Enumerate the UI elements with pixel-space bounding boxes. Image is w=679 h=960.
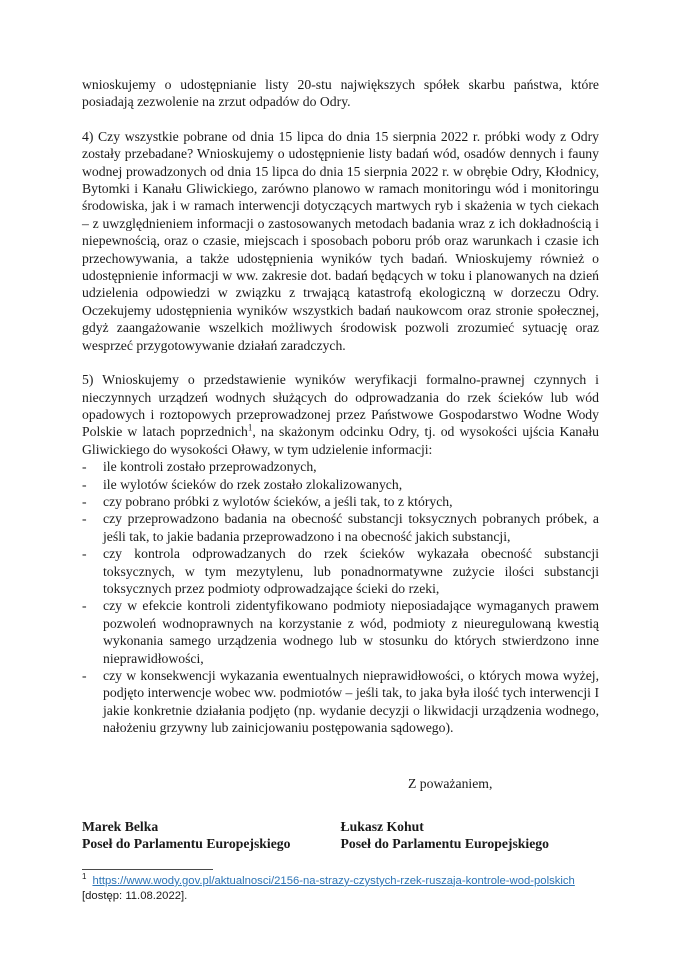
point-5-bullet-list: [82, 458, 599, 737]
letter-body: [82, 76, 599, 904]
closing-salutation: Z poważaniem,: [408, 775, 493, 791]
list-item-text: czy w efekcie kontroli zidentyfikowano podmioty nieposiadające wymaganych prawem pozwoleń wodnoprawnych na korzystanie z wód, podmioty z nieuregulowaną kwestią wykonania samego urządzenia wodnego lub w stosunku do których stwierdzono inne nieprawidłowości,: [103, 598, 599, 666]
point-5-paragraph: [82, 371, 599, 458]
point-5-text-pre: 5) Wnioskujemy o przedstawienie wyników weryfikacji formalno-prawnej czynnych i nieczynnych urządzeń wodnych służących do odprowadzania do rzek ścieków lub wód opadowych i roztopowych przeprowadzonej przez Państwowe Gospodarstwo Wodne Wody Polskie w latach poprzednich: [82, 372, 599, 440]
signer-title: Poseł do Parlamentu Europejskiego: [340, 836, 549, 852]
list-item: [82, 597, 599, 667]
signer-title: Poseł do Parlamentu Europejskiego: [82, 836, 291, 852]
footnote-area: [82, 869, 599, 904]
bullet-dash: -: [82, 459, 87, 475]
signature-block: [82, 818, 599, 853]
list-item: [82, 476, 599, 493]
list-item: [82, 667, 599, 737]
bullet-dash: -: [82, 546, 87, 562]
list-item-text: ile kontroli zostało przeprowadzonych,: [103, 459, 317, 475]
bullet-dash: -: [82, 668, 87, 683]
list-item-text: czy przeprowadzono badania na obecność substancji toksycznych pobranych próbek, a jeśli tak, to jakie badania przeprowadzono i na obecność jakich substancji,: [103, 511, 599, 544]
bullet-dash: -: [82, 493, 87, 509]
list-item: [82, 545, 599, 597]
footnote-access-date: [dostęp: 11.08.2022].: [82, 889, 188, 902]
list-item-text: ile wylotów ścieków do rzek zostało zlokalizowanych,: [103, 476, 403, 492]
list-item-text: czy kontrola odprowadzanych do rzek ścieków wykazała obecność substancji toksycznych, w tym mezytylenu, lub ponadnormatywne zużycie ilości substancji toksycznych przez podmioty odprowadzające ścieki do rzeki,: [103, 546, 599, 596]
signature-right: [341, 818, 600, 853]
footnote-divider: [82, 869, 213, 870]
footnote-reference-superscript: 1: [247, 422, 253, 433]
signature-left: [82, 818, 341, 853]
bullet-dash: -: [82, 511, 87, 527]
footnote-marker: 1: [82, 872, 87, 882]
signer-name: Łukasz Kohut: [340, 819, 424, 835]
list-item-text: czy pobrano próbki z wylotów ścieków, a jeśli tak, to z których,: [103, 493, 453, 509]
list-item: [82, 458, 599, 475]
signer-name: Marek Belka: [82, 819, 159, 835]
list-item: [82, 510, 599, 545]
point-4-paragraph: 4) Czy wszystkie pobrane od dnia 15 lipca do dnia 15 sierpnia 2022 r. próbki wody z Odry zostały przebadane? Wnioskujemy o udostępnienie listy badań wód, osadów dennych i fauny wodnej prowadzonych od dnia 15 lipca do dnia 15 sierpnia 2022 r. w obrębie Odry, Kłodnicy, Bytomki i Kanału Gliwickiego, zarówno planowo w ramach monitoringu wód i monitoringu środowiska, jak i w ramach interwencji dotyczących martwych ryb i skażenia w tych ciekach – z uwzględnieniem informacji o zastosowanych metodach badania wraz z ich dokładnością i niepewnością, oraz o czasie, miejscach i sposobach poboru prób oraz warunkach i czasie ich przechowywania, a także udostępnienia wyników tych badań. Wnioskujemy również o udostępnienie informacji w ww. zakresie dot. badań będących w toku i planowanych na dzień udzielenia odpowiedzi w związku z trwającą katastrofą ekologiczną w dorzeczu Odry. Oczekujemy udostępnienia wyników wszystkich badań naukowcom oraz stronie społecznej, gdyż zaangażowanie wszelkich możliwych środowisk pozwoli zrozumieć sytuację oraz wesprzeć przygotowywanie działań zaradczych.: [82, 128, 599, 353]
bullet-dash: -: [82, 476, 87, 492]
intro-paragraph: wnioskujemy o udostępnianie listy 20-stu największych spółek skarbu państwa, które posiadają zezwolenie na zrzut odpadów do Odry.: [82, 77, 599, 110]
footnote-link[interactable]: https://www.wody.gov.pl/aktualnosci/2156-na-strazy-czystych-rzek-ruszaja-kontrole-wod-polskich: [92, 874, 575, 887]
bullet-dash: -: [82, 598, 87, 614]
point-5-text-post: , na skażonym odcinku Odry, tj. od wysokości ujścia Kanału Gliwickiego do wysokości Oławy, w tym udzielenie informacji:: [82, 424, 599, 457]
footnote-text: [82, 874, 599, 904]
list-item-text: czy w konsekwencji wykazania ewentualnych nieprawidłowości, o których mowa wyżej, podjęto interwencje wobec ww. podmiotów – jeśli tak, to jaka była ilość tych interwencji I jakie konkretnie działania podjęto (np. wydanie decyzji o likwidacji urządzenia wodnego, nałożeniu grzywny lub zainicjowaniu postępowania sądowego).: [103, 668, 599, 736]
list-item: [82, 493, 599, 510]
